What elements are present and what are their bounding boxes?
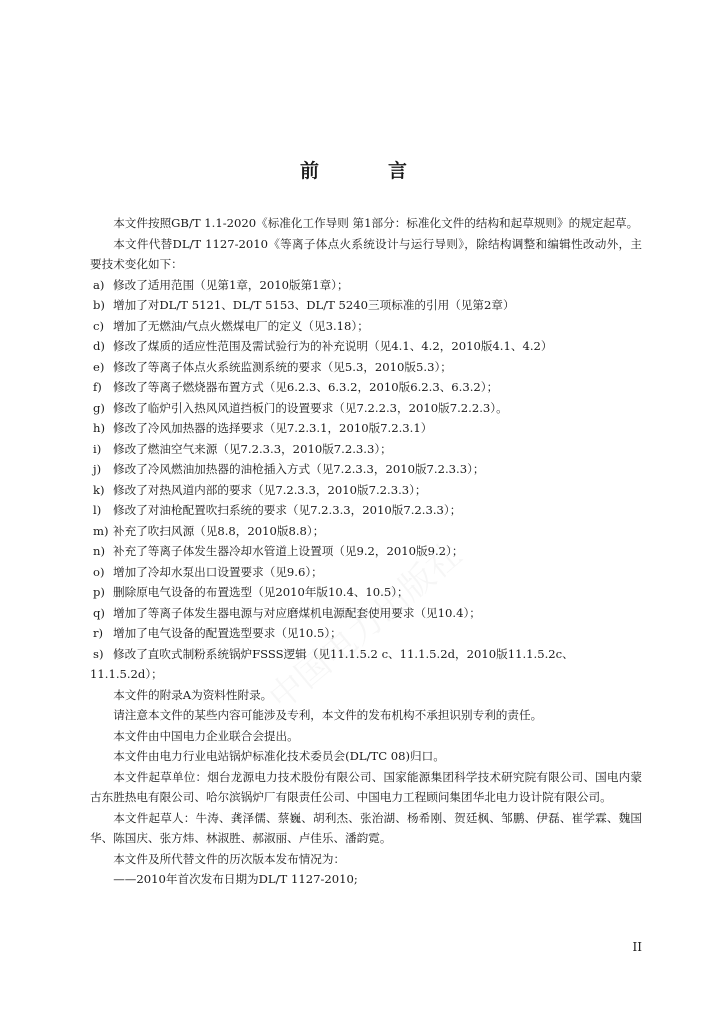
list-item (90, 500, 642, 521)
list-item-text: 增加了对DL/T 5121、DL/T 5153、DL/T 5240三项标准的引用（见第2章） (113, 298, 515, 312)
list-item (90, 398, 642, 419)
list-item (90, 459, 642, 480)
list-item-text: 修改了适用范围（见第1章，2010版第1章）； (113, 277, 349, 292)
title-char-1: 前 (300, 160, 321, 182)
list-item-label: b) (93, 298, 105, 312)
list-item (90, 377, 642, 398)
list-item (90, 418, 642, 439)
drafting-units: 本文件起草单位：烟台龙源电力技术股份有限公司、国家能源集团科学技术研究院有限公司、国电内蒙古东胜热电有限公司、哈尔滨锅炉厂有限责任公司、中国电力工程顾问集团华北电力设计院有限公司。 (90, 769, 642, 804)
list-item-text: 补充了等离子体发生器冷却水管道上设置项（见9.2，2010版9.2）； (113, 544, 464, 558)
list-item-text: 增加了冷却水泵出口设置要求（见9.6）； (113, 564, 323, 579)
list-item-label: g) (93, 400, 105, 415)
list-item-text: 修改了等离子燃烧器布置方式（见6.2.3、6.3.2，2010版6.2.3、6.3.2）； (113, 380, 499, 394)
list-item-label: e) (93, 359, 105, 374)
list-item-label: i) (93, 441, 102, 456)
history-item: ——2010年首次发布日期为DL/T 1127-2010; (113, 872, 358, 886)
list-item-text: 修改了冷风燃油加热器的油枪插入方式（见7.2.3.3，2010版7.2.3.3）； (113, 462, 485, 476)
list-item (90, 562, 642, 583)
list-item-label: k) (93, 482, 105, 497)
list-item-label: n) (93, 544, 105, 558)
list-item (90, 480, 642, 501)
list-item-text: 增加了等离子体发生器电源与对应磨煤机电源配套使用要求（见10.4）； (113, 605, 481, 620)
annex-note: 本文件的附录A为资料性附录。 (113, 687, 273, 702)
list-item-text: 修改了直吹式制粉系统锅炉FSSS逻辑（见11.1.5.2 c、11.1.5.2d，2010版11.1.5.2c、 (113, 646, 574, 661)
list-item-text: 修改了对热风道内部的要求（见7.2.3.3，2010版7.2.3.3）； (113, 482, 427, 497)
list-item (90, 439, 642, 460)
history-intro: 本文件及所代替文件的历次版本发布情况为： (113, 851, 346, 866)
list-item-label: q) (93, 605, 105, 620)
title-char-2: 言 (388, 160, 409, 182)
document-body (90, 213, 642, 890)
list-item-label: a) (93, 277, 105, 292)
list-item (90, 295, 642, 316)
list-item (90, 357, 642, 378)
list-item (90, 582, 642, 603)
list-item-text: 修改了燃油空气来源（见7.2.3.3，2010版7.2.3.3）； (113, 441, 392, 456)
list-item (90, 336, 642, 357)
list-item-label: j) (93, 462, 102, 476)
list-item (90, 644, 642, 665)
changes-list (90, 275, 642, 685)
list-item (90, 623, 642, 644)
drafters: 本文件起草人：牛涛、龚泽儒、蔡巍、胡利杰、张治湖、杨希刚、贺廷枫、邹鹏、伊磊、崔学霖、魏国华、陈国庆、张方炜、林淑胜、郝淑丽、卢佳乐、潘韵霓。 (90, 810, 642, 845)
list-item-label: o) (93, 564, 105, 579)
list-item (90, 521, 642, 542)
committee-statement: 本文件由电力行业电站锅炉标准化技术委员会(DL/TC 08)归口。 (113, 749, 445, 763)
list-item-text: 增加了无燃油/气点火燃煤电厂的定义（见3.18）； (113, 318, 369, 333)
list-item-label: l) (93, 503, 102, 517)
patent-notice: 请注意本文件的某些内容可能涉及专利，本文件的发布机构不承担识别专利的责任。 (113, 708, 543, 722)
list-item-label: f) (93, 380, 102, 394)
list-item-label: p) (93, 585, 105, 599)
page-number: II (632, 940, 642, 954)
page-title (0, 150, 724, 184)
list-item-label: s) (93, 646, 104, 661)
list-item-text: 修改了煤质的适应性范围及需试验行为的补充说明（见4.1、4.2，2010版4.1、4.2） (113, 339, 553, 353)
intro-paragraph-2: 本文件代替DL/T 1127-2010《等离子体点火系统设计与运行导则》，除结构调整和编辑性改动外，主要技术变化如下： (90, 236, 642, 271)
list-item-text: 修改了冷风加热器的选择要求（见7.2.3.1，2010版7.2.3.1） (113, 421, 433, 435)
list-item-label: d) (93, 339, 105, 353)
list-item-text: 增加了电气设备的配置选型要求（见10.5）； (113, 626, 342, 640)
proposer-statement: 本文件由中国电力企业联合会提出。 (113, 728, 299, 743)
list-item-text: 删除原电气设备的布置选型（见2010年版10.4、10.5）； (113, 585, 409, 599)
intro-paragraph-1: 本文件按照GB/T 1.1-2020《标准化工作导则 第1部分：标准化文件的结构和起草规则》的规定起草。 (113, 216, 639, 230)
list-item (90, 275, 642, 296)
list-item-label: m) (93, 523, 109, 538)
list-item (90, 316, 642, 337)
list-item-text: 修改了等离子体点火系统监测系统的要求（见5.3，2010版5.3）； (113, 359, 452, 374)
list-item-text: 修改了临炉引入热风风道挡板门的设置要求（见7.2.2.3，2010版7.2.2.3）。 (113, 400, 508, 415)
list-item-text: 补充了吹扫风源（见8.8，2010版8.8）； (113, 523, 325, 538)
list-item-text: 修改了对油枪配置吹扫系统的要求（见7.2.3.3，2010版7.2.3.3）； (113, 503, 462, 517)
list-item-continuation: 11.1.5.2d）； (90, 667, 163, 681)
list-item (90, 603, 642, 624)
list-item-label: h) (93, 421, 105, 435)
list-item-label: c) (93, 318, 105, 333)
list-item (90, 541, 642, 562)
list-item-label: r) (93, 626, 104, 640)
